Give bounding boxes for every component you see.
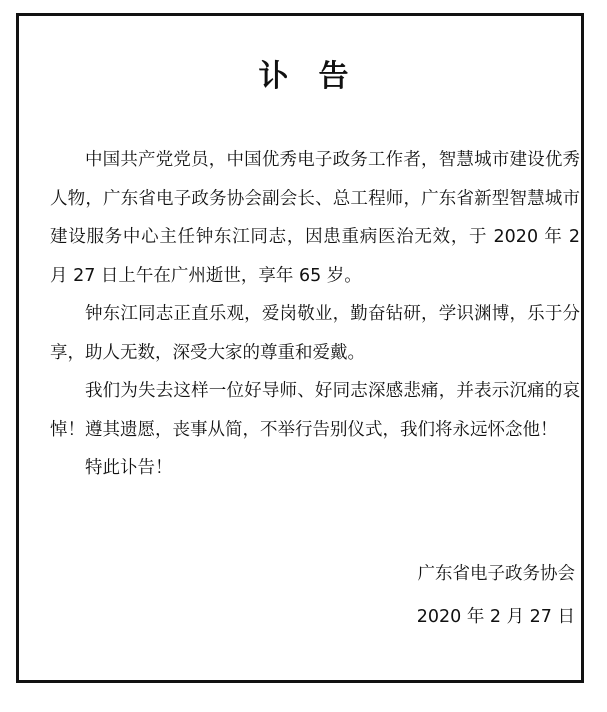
notice-body xyxy=(50,141,580,488)
paragraph-tribute: 钟东江同志正直乐观，爱岗敬业，勤奋钻研，学识渊博，乐于分享，助人无数，深受大家的尊重和爱戴。 xyxy=(50,304,580,363)
paragraph-condolence: 我们为失去这样一位好导师、好同志深感悲痛，并表示沉痛的哀悼！遵其遗愿，丧事从简，不举行告别仪式，我们将永远怀念他！ xyxy=(50,381,580,440)
page-title: 讣告 xyxy=(258,59,379,94)
signature-organization: 广东省电子政务协会 xyxy=(417,564,575,584)
signature-block xyxy=(417,553,575,639)
paragraph-announcement: 中国共产党党员，中国优秀电子政务工作者，智慧城市建设优秀人物，广东省电子政务协会副会长、总工程师，广东省新型智慧城市建设服务中心主任钟东江同志，因患重病医治无效，于 2020 年 2 月 27 日上午在广州逝世，享年 65 岁。 xyxy=(50,150,580,286)
paragraph-closing: 特此讣告！ xyxy=(85,458,173,478)
signature-date: 2020 年 2 月 27 日 xyxy=(416,607,575,627)
